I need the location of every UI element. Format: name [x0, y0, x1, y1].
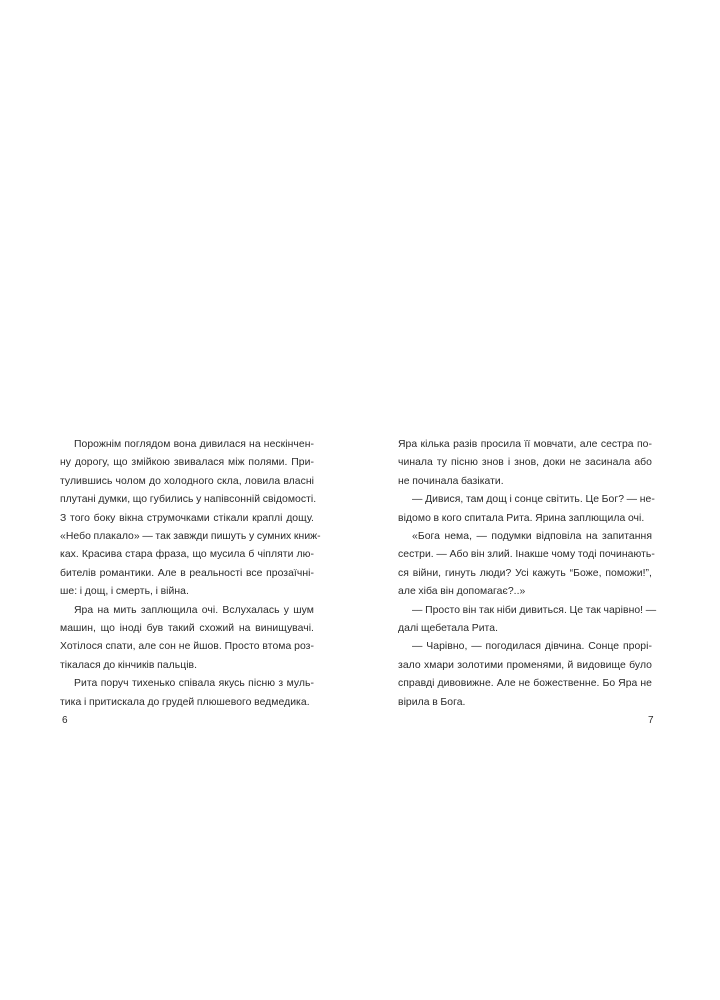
- text-line: Яра кілька разів просила її мовчати, але сестра по-: [398, 439, 652, 450]
- text-line: «Бога нема, — подумки відповіла на запитання: [412, 531, 652, 543]
- text-line: — Дивися, там дощ і сонце світить. Це Бог? — не-: [412, 494, 655, 506]
- text-line: тулившись чолом до холодного скла, ловила власні: [60, 475, 314, 487]
- text-line: тікалася до кінчиків пальців.: [60, 659, 198, 671]
- text-line: бителів романтики. Але в реальності все прозаїчні-: [60, 567, 314, 579]
- right-page: [398, 436, 657, 712]
- text-line: «Небо плакало» — так завжди пишуть у сумних книж-: [60, 531, 321, 543]
- text-line: Хотілося спати, але сон не йшов. Просто втома роз-: [60, 641, 314, 653]
- text-line: вірила в Бога.: [398, 696, 466, 708]
- text-line: не починала базікати.: [398, 475, 504, 487]
- left-page: [60, 436, 321, 712]
- text-line: ках. Красива стара фраза, що мусила б чіпляти лю-: [60, 549, 314, 561]
- text-line: плутані думки, що губились у напівсонній свідомості.: [60, 494, 317, 506]
- text-line: Рита поруч тихенько співала якусь пісню з муль-: [74, 678, 314, 690]
- text-line: — Просто він так ніби дивиться. Це так чарівно! —: [412, 604, 657, 616]
- text-line: зало хмари золотими променями, й видовище було: [398, 659, 652, 671]
- text-line: далі щебетала Рита.: [398, 623, 499, 635]
- left-page-number: 6: [62, 715, 68, 726]
- text-line: відомо в кого спитала Рита. Ярина заплющила очі.: [398, 512, 645, 524]
- left-page-text: [60, 436, 321, 712]
- text-line: чинала ту пісню знов і знов, доки не засинала або: [398, 457, 652, 469]
- text-line: сестри. — Або він злий. Інакше чому тоді починають-: [398, 549, 655, 561]
- text-line: ше: і дощ, і смерть, і війна.: [60, 586, 189, 598]
- text-line: З того боку вікна струмочками стікали краплі дощу.: [60, 512, 314, 524]
- text-line: але хіба він допомагає?..»: [398, 586, 526, 598]
- text-line: справді дивовижне. Але не божественне. Бо Яра не: [398, 678, 652, 690]
- text-line: — Чарівно, — погодилася дівчина. Сонце прорі-: [412, 641, 652, 653]
- text-line: ну дорогу, що змійкою звивалася між полями. При-: [60, 457, 314, 469]
- text-line: ся війни, гинуть люди? Усі кажуть “Боже, поможи!”,: [398, 567, 652, 579]
- text-line: тика і притискала до грудей плюшевого ведмедика.: [60, 696, 310, 708]
- right-page-number: 7: [648, 715, 654, 726]
- text-line: Яра на мить заплющила очі. Вслухалась у шум: [74, 604, 314, 616]
- text-line: Порожнім поглядом вона дивилася на нескінчен-: [74, 439, 314, 450]
- text-line: машин, що іноді був такий схожий на винищувачі.: [60, 623, 314, 635]
- right-page-text: [398, 436, 657, 712]
